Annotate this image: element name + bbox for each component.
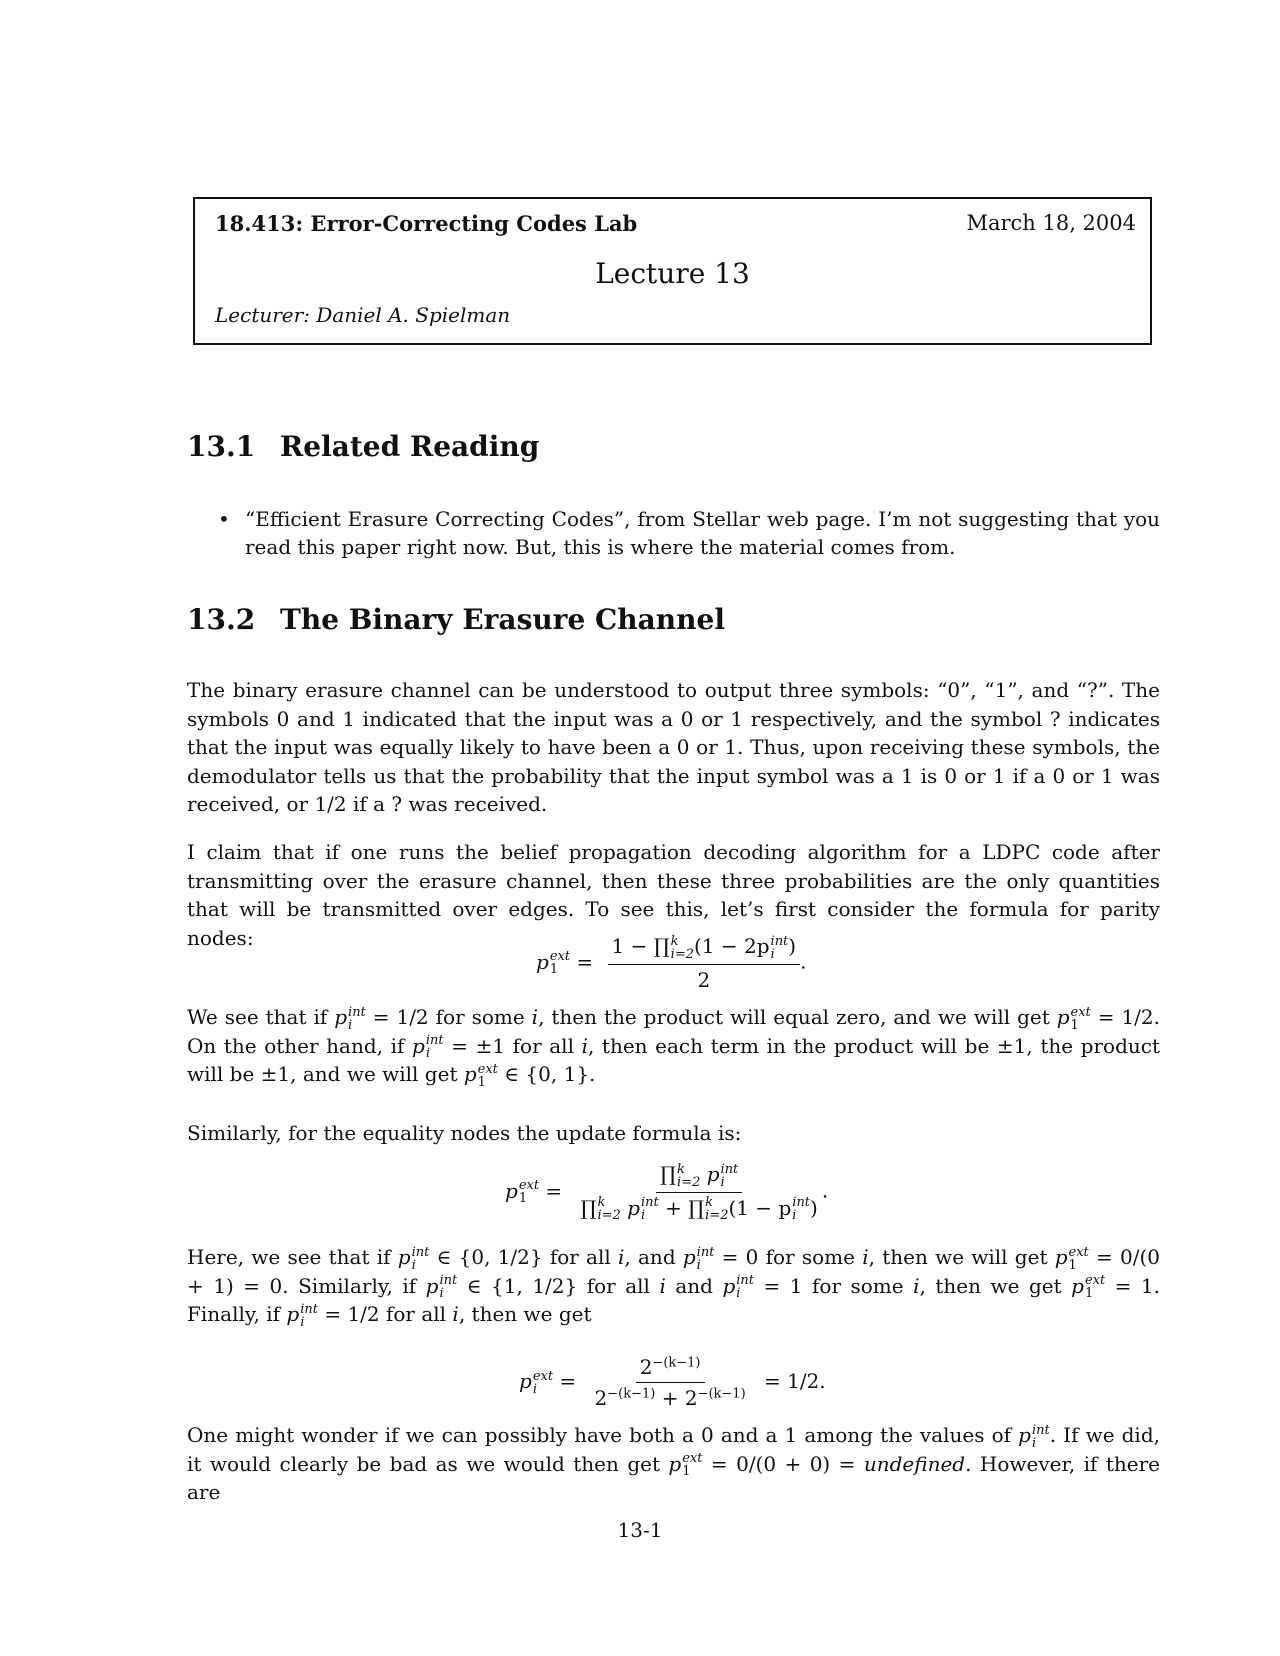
page-number: 13-1: [617, 1518, 663, 1542]
math-sub: i: [1031, 1435, 1037, 1451]
math-sup: int: [1031, 1422, 1050, 1438]
section-number: 13.2: [187, 603, 256, 636]
text-run: . However, if there are: [187, 1451, 1160, 1504]
math-var: p: [505, 1178, 518, 1203]
math-text: (1 − p: [728, 1195, 792, 1220]
math-var: p: [1056, 1005, 1070, 1029]
math-var: p: [334, 1005, 348, 1029]
math-sup: int: [720, 1161, 739, 1177]
equation-parity-node: [536, 934, 806, 992]
math-var: i: [913, 1273, 920, 1298]
math-text: ): [788, 934, 797, 958]
reading-list: [215, 505, 1160, 561]
math-sub: i: [770, 946, 775, 962]
math-sub: i: [300, 1314, 305, 1330]
math-text: ∏: [580, 1195, 597, 1220]
numerator: [636, 1355, 705, 1383]
paragraph-parity-analysis: [187, 1003, 1160, 1089]
math-sub: i: [439, 1286, 444, 1301]
lecturer-name: Lecturer: Daniel A. Spielman: [215, 303, 511, 327]
text-run: , then we will get: [868, 1245, 1055, 1269]
text-run: , then we get: [919, 1273, 1072, 1298]
fraction: [608, 934, 801, 992]
bullet-icon: •: [218, 507, 230, 531]
math-sub: i: [348, 1017, 353, 1033]
text-run: One might wonder if we can possibly have both a 0 and a 1 among the values of: [187, 1423, 1019, 1447]
math-sup: ext: [1068, 1244, 1089, 1260]
math-sub: i=2: [597, 1208, 621, 1223]
lecture-header-box: [193, 197, 1152, 345]
text-run: = 0/(0 + 1) = 0. Similarly, if: [187, 1245, 1160, 1298]
math-text: + ∏: [665, 1195, 705, 1220]
text-run: = ±1 for all: [443, 1033, 582, 1058]
math-var: p: [627, 1195, 640, 1220]
math-var: p: [668, 1451, 682, 1476]
math-var: p: [706, 1162, 720, 1186]
math-sup: k: [670, 933, 679, 949]
section-number: 13.1: [187, 430, 256, 463]
text-run: , and: [624, 1245, 683, 1269]
section-heading-related-reading: [187, 430, 539, 463]
math-sup: −(k−1): [697, 1386, 746, 1402]
math-text: .: [800, 949, 807, 974]
math-var: p: [536, 949, 549, 974]
text-run: , then we get: [458, 1302, 592, 1326]
math-var: p: [425, 1273, 439, 1298]
math-sup: int: [770, 933, 789, 949]
text-run: = 1/2 for some: [365, 1005, 532, 1029]
list-item: [215, 505, 1160, 561]
text-run: = 1/2. On the other hand, if: [187, 1005, 1161, 1058]
math-eq: =: [545, 1178, 563, 1203]
math-var: i: [862, 1245, 869, 1269]
denominator: [591, 1383, 750, 1410]
numerator: [608, 934, 801, 965]
text-run: ∈ {0, 1/2} for all: [429, 1245, 619, 1269]
section-title: The Binary Erasure Channel: [280, 603, 725, 636]
math-sub: i: [640, 1208, 646, 1223]
math-var: p: [1018, 1423, 1031, 1447]
text-run: , then each term in the product will be ±1, the product will be ±1, and we will get: [187, 1033, 1161, 1086]
math-var: i: [618, 1245, 625, 1269]
fraction: [577, 1162, 822, 1222]
math-var: p: [682, 1245, 696, 1269]
numerator: [656, 1162, 742, 1193]
text-run: Here, we see that if: [187, 1245, 398, 1269]
lecture-title: Lecture 13: [595, 257, 750, 290]
text-run: and: [665, 1273, 723, 1298]
math-text: = 1/2.: [764, 1369, 826, 1393]
math-sup: ext: [518, 1178, 540, 1194]
math-sub: 1: [477, 1074, 486, 1090]
math-sup: int: [640, 1195, 659, 1210]
math-text: ∏: [660, 1162, 677, 1186]
math-sub: i=2: [677, 1174, 701, 1190]
math-sup: ext: [549, 949, 571, 964]
math-sub: i: [425, 1046, 431, 1061]
math-sub: i: [532, 1381, 537, 1397]
math-sub: 1: [518, 1191, 528, 1207]
text-run: . If we did, it would clearly be bad as we would then get: [187, 1423, 1160, 1476]
paragraph-equality-analysis: [187, 1243, 1160, 1329]
math-sup: int: [425, 1033, 444, 1048]
math-sup: ext: [1070, 1004, 1091, 1020]
math-sub: i: [792, 1208, 797, 1223]
math-var: p: [397, 1245, 411, 1269]
math-sup: int: [439, 1273, 458, 1288]
math-sup: ext: [1084, 1273, 1106, 1288]
math-sub: i: [696, 1257, 701, 1273]
math-sup: ext: [477, 1061, 498, 1077]
text-run: We see that if: [187, 1005, 335, 1029]
paragraph-claim: I claim that if one runs the belief propagation decoding algorithm for a LDPC code after transmitting over the erasure channel, then these three probabilities are the only quantities that will be transmitted over edges. To see this, let’s first consider the formula for parity nodes:: [187, 840, 1160, 950]
math-sup: int: [696, 1244, 715, 1260]
math-sup: k: [677, 1161, 685, 1177]
lecture-date: March 18, 2004: [966, 211, 1136, 235]
text-run: = 1 for some: [754, 1273, 914, 1298]
text-run: ∈ {1, 1/2} for all: [457, 1273, 660, 1298]
denominator: 2: [697, 967, 711, 992]
math-sup: ext: [532, 1368, 554, 1384]
math-var: p: [1071, 1273, 1084, 1298]
text-run: = 1/2 for all: [317, 1302, 453, 1326]
section-title: Related Reading: [280, 430, 540, 463]
math-text: (1 − 2p: [694, 934, 770, 958]
math-var: p: [412, 1033, 425, 1058]
math-sup: int: [792, 1195, 811, 1210]
math-var: i: [452, 1302, 459, 1326]
math-text: 1 − ∏: [611, 934, 670, 958]
math-sup: k: [705, 1195, 714, 1210]
paragraph-equality-intro: Similarly, for the equality nodes the update formula is:: [187, 1121, 742, 1145]
math-sub: i: [411, 1257, 416, 1273]
math-sub: 1: [549, 962, 559, 977]
paragraph-channel-description: The binary erasure channel can be understood to output three symbols: “0”, “1”, and “?”. The symbols 0 and 1 indicated that the input was a 0 or 1 respectively, and the symbol ? indicates that the input was equally likely to have been a 0 or 1. Thus, upon receiving these symbols, the demodulator tells us that the probability that the input symbol was a 1 is 0 or 1 if a 0 or 1 was received, or 1/2 if a ? was received.: [187, 678, 1160, 816]
equation-half-result: [519, 1355, 826, 1410]
equation-equality-node: [505, 1162, 828, 1222]
math-var: i: [581, 1033, 588, 1058]
text-run: = 0 for some: [714, 1245, 863, 1269]
text-run: = 1. Finally, if: [187, 1273, 1161, 1326]
math-sup: ext: [682, 1451, 703, 1466]
math-sup: int: [411, 1244, 430, 1260]
math-sup: −(k−1): [652, 1355, 701, 1371]
fraction: [591, 1355, 750, 1410]
math-var: p: [519, 1369, 532, 1394]
math-text: .: [821, 1178, 829, 1203]
text-run: = 0/(0 + 0) =: [702, 1451, 864, 1476]
text-run: ∈ {0, 1}.: [497, 1062, 596, 1086]
math-sup: −(k−1): [607, 1386, 656, 1402]
math-sub: 1: [1068, 1257, 1077, 1273]
math-sub: i: [720, 1174, 725, 1190]
math-var: i: [531, 1005, 539, 1029]
math-sub: i: [736, 1286, 741, 1301]
math-var: p: [722, 1273, 736, 1298]
math-eq: =: [559, 1369, 577, 1394]
course-title: 18.413: Error-Correcting Codes Lab: [215, 211, 638, 236]
denominator: [577, 1193, 822, 1223]
text-run: undefined: [863, 1451, 966, 1476]
math-text: 2: [639, 1355, 653, 1379]
math-text: ): [810, 1195, 818, 1220]
math-sub: 1: [1070, 1017, 1079, 1033]
math-text: + 2: [655, 1386, 698, 1410]
math-sub: 1: [682, 1464, 691, 1479]
math-var: p: [1054, 1245, 1068, 1269]
math-sup: int: [736, 1273, 755, 1288]
math-var: p: [286, 1302, 300, 1326]
math-sup: k: [597, 1195, 606, 1210]
math-eq: =: [576, 949, 594, 974]
math-text: 2: [594, 1386, 608, 1410]
reading-item-text: “Efficient Erasure Correcting Codes”, from Stellar web page. I’m not suggesting that you read this paper right now. But, this is where the material comes from.: [245, 507, 1160, 559]
math-sup: int: [300, 1301, 318, 1317]
math-sup: int: [348, 1004, 366, 1020]
math-var: p: [463, 1062, 477, 1086]
math-sub: 1: [1084, 1286, 1094, 1301]
text-run: , then the product will equal zero, and we will get: [538, 1005, 1057, 1029]
paragraph-conflict: [187, 1421, 1160, 1507]
section-heading-binary-erasure-channel: [187, 603, 725, 636]
math-var: i: [659, 1273, 666, 1298]
math-sub: i=2: [670, 946, 694, 962]
math-sub: i=2: [705, 1208, 729, 1223]
